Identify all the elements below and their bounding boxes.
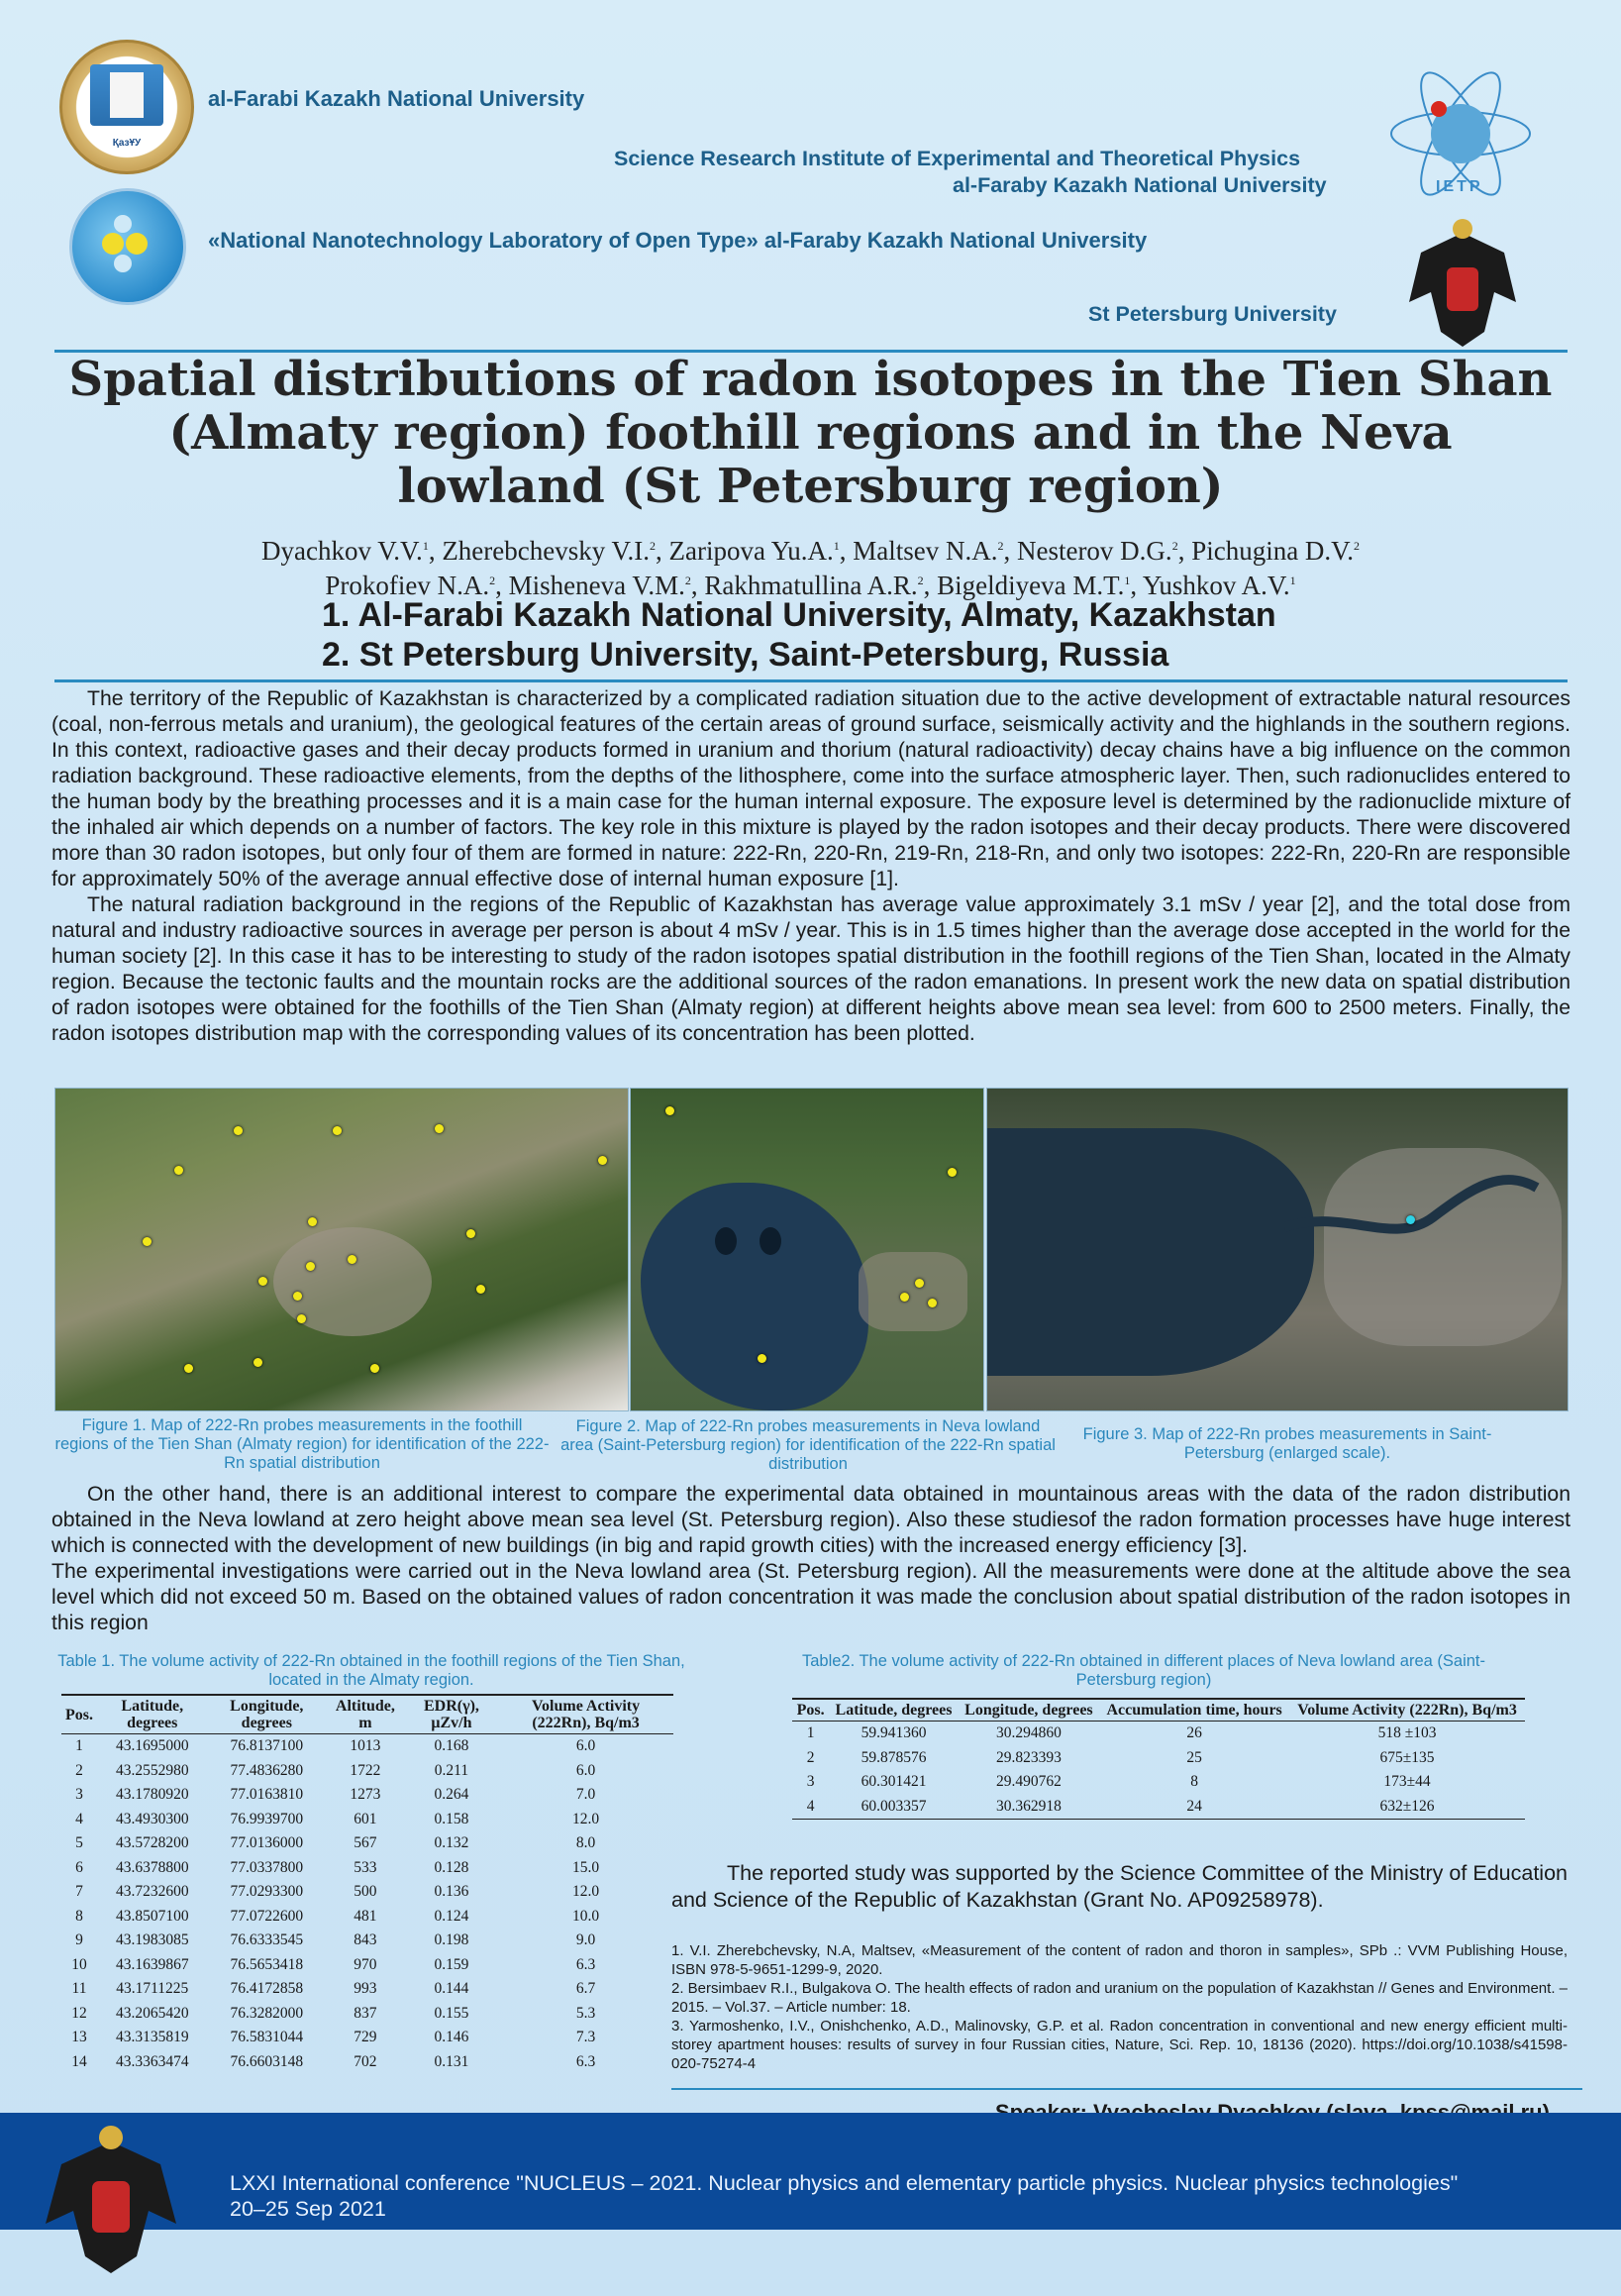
author-name: Zaripova Yu.A. [668, 536, 834, 566]
table-row [61, 1808, 673, 1832]
table-cell: 60.003357 [861, 1797, 927, 1815]
table-cell: 60.301421 [861, 1773, 927, 1791]
table-cell: 29.823393 [995, 1748, 1062, 1766]
table-cell: 2 [75, 1761, 83, 1779]
table-2-header-lat: Latitude, degrees [829, 1699, 958, 1722]
table-cell: 10 [71, 1955, 87, 1973]
kaznu-logo [59, 40, 194, 174]
author-name: Misheneva V.M. [508, 571, 685, 600]
table-cell: 15.0 [571, 1858, 600, 1876]
table-cell: 3 [75, 1786, 83, 1804]
nanolab-name: «National Nanotechnology Laboratory of Open Type» al-Faraby Kazakh National University [208, 228, 1148, 253]
author-affiliation-mark: 2 [1171, 539, 1178, 553]
table-cell: 76.4172858 [230, 1980, 304, 1998]
table-row [61, 1905, 673, 1930]
table-cell: 43.2065420 [115, 2004, 189, 2022]
table-cell: 0.131 [434, 2052, 469, 2070]
author-affiliation-mark: 2 [489, 574, 496, 587]
table-cell: 14 [71, 2052, 87, 2070]
table-cell: 0.132 [434, 1834, 469, 1852]
title-rule [54, 679, 1568, 682]
table-cell: 43.3363474 [115, 2052, 189, 2070]
ietp-logo [1381, 59, 1540, 208]
author-name: Maltsev N.A. [853, 536, 998, 566]
table-2-header-lon: Longitude, degrees [959, 1699, 1099, 1722]
author-name: Prokofiev N.A. [325, 571, 490, 600]
table-cell: 59.878576 [861, 1748, 927, 1766]
table-cell: 26 [1186, 1724, 1202, 1742]
table-cell: 76.8137100 [230, 1737, 304, 1755]
table-cell: 6.0 [575, 1761, 596, 1779]
author-name: Zherebchevsky V.I. [442, 536, 651, 566]
table-cell: 12 [71, 2004, 87, 2022]
table-cell: 43.3135819 [115, 2029, 189, 2046]
figure-2-caption: Figure 2. Map of 222-Rn probes measurements in Neva lowland area (Saint-Petersburg region) for identification of the 222-Rn spatial distribution [560, 1417, 1056, 1473]
table-cell: 173±44 [1383, 1773, 1431, 1791]
author-affiliation-mark: 1 [1124, 574, 1131, 587]
table-cell: 702 [354, 2052, 377, 2070]
table-row [61, 1856, 673, 1881]
table-cell: 76.6603148 [230, 2052, 304, 2070]
table-cell: 43.4930300 [115, 1810, 189, 1827]
intro-text [51, 686, 1570, 1047]
table-cell: 4 [806, 1797, 815, 1815]
table-cell: 518 ±103 [1377, 1724, 1437, 1742]
table-row [61, 1783, 673, 1808]
author-affiliation-mark: 2 [1353, 539, 1360, 553]
table-1-header-lon: Longitude, degrees [208, 1695, 327, 1734]
table-cell: 0.136 [434, 1883, 469, 1901]
spbu-crest-bottom [40, 2120, 183, 2288]
table-cell: 1722 [350, 1761, 381, 1779]
author-affiliation-mark: 2 [684, 574, 691, 587]
table-cell: 6 [75, 1858, 83, 1876]
table-cell: 1 [806, 1724, 815, 1742]
table-row [61, 1977, 673, 2002]
table-cell: 0.144 [434, 1980, 469, 1998]
author-name: Bigeldiyeva M.T. [937, 571, 1125, 600]
table-cell: 675±135 [1379, 1748, 1435, 1766]
institute-line2: al-Faraby Kazakh National University [953, 173, 1327, 197]
table-row [61, 1734, 673, 1759]
table-cell: 76.3282000 [230, 2004, 304, 2022]
table-cell: 6.3 [575, 1955, 596, 1973]
table-cell: 77.0136000 [230, 1834, 304, 1852]
author-name: Dyachkov V.V. [261, 536, 423, 566]
table-cell: 77.0337800 [230, 1858, 304, 1876]
table-1-header-pos: Pos. [61, 1695, 97, 1734]
table-cell: 5.3 [575, 2004, 596, 2022]
table-cell: 481 [354, 1907, 377, 1925]
table-cell: 7.3 [575, 2029, 596, 2046]
table-cell: 43.6378800 [115, 1858, 189, 1876]
table-row [792, 1722, 1525, 1746]
middle-paragraph-2: The experimental investigations were carried out in the Neva lowland area (St. Petersburg region). All the measurements were done at the altitude above the sea level which did not exceed 50 m. Based on the obtained values of radon concentration it was made the conclusion about spatial distribution of the radon isotopes in this region [51, 1560, 1570, 1634]
table-cell: 0.124 [434, 1907, 469, 1925]
nanolab-logo [69, 188, 186, 305]
table-cell: 76.6333545 [230, 1931, 304, 1949]
neva-river-line [1284, 1148, 1542, 1306]
table-row [61, 1929, 673, 1953]
table-cell: 43.7232600 [115, 1883, 189, 1901]
table-cell: 29.490762 [995, 1773, 1062, 1791]
table-cell: 729 [354, 2029, 377, 2046]
table-row [792, 1795, 1525, 1820]
table-cell: 43.1711225 [116, 1980, 189, 1998]
figure-3-caption: Figure 3. Map of 222-Rn probes measurements in Saint-Petersburg (enlarged scale). [1082, 1425, 1492, 1462]
table-1-header-activity: Volume Activity (222Rn), Bq/m3 [498, 1695, 673, 1734]
table-cell: 43.1639867 [115, 1955, 189, 1973]
map-neva [630, 1088, 984, 1411]
author-affiliation-mark: 2 [997, 539, 1004, 553]
table-row [61, 1953, 673, 1978]
table-cell: 76.5831044 [230, 2029, 304, 2046]
table-cell: 1013 [350, 1737, 381, 1755]
table-cell: 77.4836280 [230, 1761, 304, 1779]
kaznu-logo-text: ҚазҰУ [112, 138, 142, 149]
authors-line1: Dyachkov V.V.$^1$, Zherebchevsky V.I.$^2$, Zaripova Yu.A.$^1$, Maltsev N.A.$^2$, Nesterov D.G.$^2$, Pichugina D.V.$^2$ [261, 536, 1360, 566]
table-cell: 0.146 [434, 2029, 469, 2046]
table-cell: 43.5728200 [115, 1834, 189, 1852]
table-2-header-time: Accumulation time, hours [1099, 1699, 1289, 1722]
table-cell: 500 [354, 1883, 377, 1901]
table-cell: 76.5653418 [230, 1955, 304, 1973]
table-row [61, 1831, 673, 1856]
table-cell: 6.7 [575, 1980, 596, 1998]
middle-paragraph-1: On the other hand, there is an additional interest to compare the experimental data obtained in mountainous areas with the data of the radon distribution obtained in the Neva lowland at zero height above mean sea level (St. Petersburg region). Also these studiesof the radon formation processes have huge interest which is connected with the development of new buildings (in big and rapid growth cities) with the increased energy efficiency [3]. [51, 1483, 1570, 1557]
table-cell: 0.158 [434, 1810, 469, 1827]
author-affiliation-mark: 2 [650, 539, 657, 553]
table-cell: 843 [354, 1931, 377, 1949]
reference-1: 1. V.I. Zherebchevsky, N.A, Maltsev, «Measurement of the content of radon and thoron in samples», SPb .: VVM Publishing House, ISBN 978-5-9651-1299-9, 2020. [671, 1942, 1568, 1978]
table-cell: 2 [806, 1748, 815, 1766]
table-2-header-pos: Pos. [792, 1699, 829, 1722]
spbu-crest-top [1401, 213, 1525, 362]
intro-paragraph-2: The natural radiation background in the regions of the Republic of Kazakhstan has average value approximately 3.1 mSv / year [2], and the total dose from natural and industry radioactive sources in average per person is about 4 mSv / year. This is in 1.5 times higher than the average dose accepted in the world for the human society [2]. In this case it has to be interesting to study of the radon isotopes spatial distribution in the foothill regions of the Tien Shan, located in the Almaty region. Because the tectonic faults and the mountain rocks are the additional sources of the radon emanations. In present work the new data on spatial distribution of radon isotopes were obtained for the foothills of the Tien Shan (Almaty region) at different heights above mean sea level: from 600 to 2500 meters. Finally, the radon isotopes distribution map with the corresponding values of its concentration has been plotted. [51, 893, 1570, 1045]
table-cell: 8 [1190, 1773, 1198, 1791]
authors-line2: Prokofiev N.A.$^2$, Misheneva V.M.$^2$, Rakhmatullina A.R.$^2$, Bigeldiyeva M.T.$^1$, Yushkov A.V.$^1$ [325, 571, 1296, 600]
map-tien-shan [54, 1088, 629, 1411]
table-cell: 43.1695000 [115, 1737, 189, 1755]
table-cell: 25 [1186, 1748, 1202, 1766]
table-cell: 0.198 [434, 1931, 469, 1949]
table-cell: 24 [1186, 1797, 1202, 1815]
kaznu-name: al-Farabi Kazakh National University [208, 86, 585, 111]
map-saint-petersburg [986, 1088, 1569, 1411]
table-cell: 13 [71, 2029, 87, 2046]
table-cell: 3 [806, 1773, 815, 1791]
affiliation-2: 2. St Petersburg University, Saint-Petersburg, Russia [322, 636, 1169, 674]
table-2 [792, 1698, 1525, 1820]
double-eagle-icon [1401, 213, 1525, 362]
institute-line1: Science Research Institute of Experimental and Theoretical Physics [614, 147, 1301, 170]
double-eagle-icon [40, 2120, 183, 2288]
table-row [61, 2002, 673, 2027]
table-cell: 77.0722600 [230, 1907, 304, 1925]
table-row [792, 1746, 1525, 1771]
author-affiliation-mark: 1 [1289, 574, 1296, 587]
table-cell: 0.128 [434, 1858, 469, 1876]
reference-3: 3. Yarmoshenko, I.V., Onishchenko, A.D., Malinovsky, G.P. et al. Radon concentration in conventional and new energy efficient multi-storey apartment houses: results of survey in four Russian cities, Nature, Sci. Rep. 10, 18136 (2020). https://doi.org/10.1038/s41598-020-75274-4 [671, 2018, 1568, 2072]
table-row [61, 2026, 673, 2050]
table-cell: 77.0163810 [230, 1786, 304, 1804]
table-row [792, 1770, 1525, 1795]
table-cell: 4 [75, 1810, 83, 1827]
table-cell: 59.941360 [861, 1724, 927, 1742]
table-cell: 12.0 [571, 1883, 600, 1901]
table-2-body [792, 1722, 1525, 1820]
table-cell: 837 [354, 2004, 377, 2022]
author-affiliation-mark: 2 [917, 574, 924, 587]
table-cell: 30.362918 [995, 1797, 1062, 1815]
table-1 [61, 1694, 673, 2074]
table-2-caption: Table2. The volume activity of 222-Rn obtained in different places of Neva lowland area (Saint-Petersburg region) [801, 1652, 1486, 1689]
ietp-logo-text: IETP [1436, 178, 1483, 195]
table-cell: 77.0293300 [230, 1883, 304, 1901]
author-name: Rakhmatullina A.R. [704, 571, 918, 600]
author-name: Nesterov D.G. [1016, 536, 1172, 566]
footer-conference: LXXI International conference "NUCLEUS – 2021. Nuclear physics and elementary particle physics. Nuclear physics technologies" [230, 2171, 1459, 2195]
table-cell: 5 [75, 1834, 83, 1852]
table-cell: 43.2552980 [115, 1761, 189, 1779]
author-name: Pichugina D.V. [1191, 536, 1354, 566]
table-1-header-alt: Altitude, m [326, 1695, 405, 1734]
table-row [61, 1880, 673, 1905]
table-1-body [61, 1734, 673, 2075]
table-cell: 0.211 [434, 1761, 469, 1779]
table-cell: 1 [75, 1737, 83, 1755]
table-1-header-edr: EDR(γ), μZv/h [405, 1695, 498, 1734]
table-cell: 10.0 [571, 1907, 600, 1925]
author-affiliation-mark: 1 [833, 539, 840, 553]
intro-paragraph-1: The territory of the Republic of Kazakhstan is characterized by a complicated radiation situation due to the active development of extractable natural resources (coal, non-ferrous metals and uranium), the geological features of the certain areas of ground surface, seismically activity and the highlands in the southern regions. In this context, radioactive gases and their decay products formed in uranium and thorium (natural radioactivity) decay chains have a big influence on the common radiation background. These radioactive elements, from the depths of the lithosphere, come into the surface atmospheric layer. Then, such radionuclides entered to the human body by the breathing processes and it is a main case for the human internal exposure. The exposure level is determined by the radionuclide mixture of the inhaled air which depends on a number of factors. The key role in this mixture is played by the radon isotopes and their decay products. There were discovered more than 30 radon isotopes, but only four of them are formed in nature: 222-Rn, 220-Rn, 219-Rn, 218-Rn, and only two isotopes: 222-Rn, 220-Rn are responsible for approximately 50% of the average annual effective dose of internal human exposure [1]. [51, 687, 1570, 890]
affiliation-1: 1. Al-Farabi Kazakh National University, Almaty, Kazakhstan [322, 596, 1276, 634]
table-cell: 8 [75, 1907, 83, 1925]
table-cell: 6.3 [575, 2052, 596, 2070]
footer-dates: 20–25 Sep 2021 [230, 2197, 386, 2221]
table-cell: 9 [75, 1931, 83, 1949]
table-cell: 76.9939700 [230, 1810, 304, 1827]
table-cell: 1273 [350, 1786, 381, 1804]
table-cell: 8.0 [575, 1834, 596, 1852]
table-cell: 7.0 [575, 1786, 596, 1804]
table-2-header-activity: Volume Activity (222Rn), Bq/m3 [1289, 1699, 1525, 1722]
author-name: Yushkov A.V. [1142, 571, 1290, 600]
table-cell: 43.8507100 [115, 1907, 189, 1925]
footer-text [230, 2170, 1458, 2222]
references [671, 1941, 1568, 2073]
table-1-header-lat: Latitude, degrees [97, 1695, 208, 1734]
table-cell: 12.0 [571, 1810, 600, 1827]
table-row [61, 2050, 673, 2075]
table-cell: 0.168 [434, 1737, 469, 1755]
table-cell: 632±126 [1379, 1797, 1435, 1815]
table-cell: 993 [354, 1980, 377, 1998]
table-cell: 9.0 [575, 1931, 596, 1949]
table-1-caption: Table 1. The volume activity of 222-Rn obtained in the foothill regions of the Tien Shan, located in the Almaty region. [57, 1652, 685, 1689]
table-cell: 970 [354, 1955, 377, 1973]
table-row [61, 1759, 673, 1784]
table-cell: 30.294860 [995, 1724, 1062, 1742]
table-cell: 533 [354, 1858, 377, 1876]
reference-2: 2. Bersimbaev R.I., Bulgakova O. The health effects of radon and uranium on the population of Kazakhstan // Genes and Environment. –2015. – Vol.37. – Article number: 18. [671, 1980, 1568, 2016]
table-cell: 0.159 [434, 1955, 469, 1973]
table-cell: 43.1983085 [115, 1931, 189, 1949]
table-cell: 601 [354, 1810, 377, 1827]
table-cell: 43.1780920 [115, 1786, 189, 1804]
figure-1-caption: Figure 1. Map of 222-Rn probes measurements in the foothill regions of the Tien Shan (Almaty region) for identification of the 222-Rn spatial distribution [54, 1416, 550, 1472]
speaker-rule [671, 2088, 1582, 2090]
table-cell: 7 [75, 1883, 83, 1901]
middle-text [51, 1482, 1570, 1636]
spbu-name: St Petersburg University [1088, 302, 1337, 326]
table-cell: 0.264 [434, 1786, 469, 1804]
table-cell: 0.155 [434, 2004, 469, 2022]
author-affiliation-mark: 1 [422, 539, 429, 553]
table-cell: 567 [354, 1834, 377, 1852]
table-cell: 6.0 [575, 1737, 596, 1755]
acknowledgement: The reported study was supported by the Science Committee of the Ministry of Education and Science of the Republic of Kazakhstan (Grant No. AP09258978). [671, 1861, 1568, 1912]
poster-title: Spatial distributions of radon isotopes in the Tien Shan (Almaty region) foothill regions and in the Neva lowland (St Petersburg region) [68, 352, 1553, 514]
table-cell: 11 [71, 1980, 87, 1998]
